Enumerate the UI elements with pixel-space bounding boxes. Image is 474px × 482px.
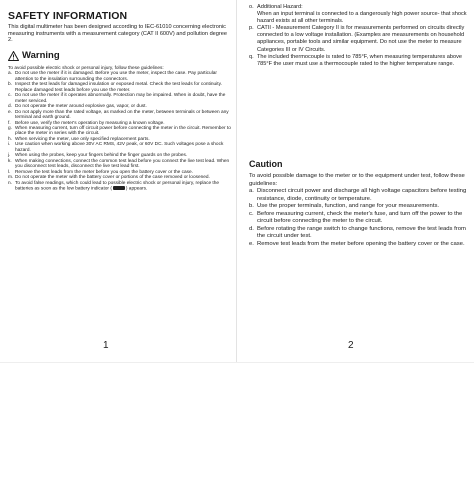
list-text-after: ) appears. xyxy=(125,186,148,192)
list-text: Remove the test leads from the meter before you open the battery cover or the case. xyxy=(15,169,193,175)
manual-page-1 xyxy=(0,0,237,362)
list-marker: e. xyxy=(249,240,254,247)
list-item xyxy=(8,142,232,153)
list-item xyxy=(249,188,471,203)
list-marker xyxy=(249,11,257,25)
sheet-bottom-edge xyxy=(0,362,474,363)
list-text: Do not use the meter if it is damaged. Before you use the meter, inspect the case. Pay particular attention to the insulation surrounding the connectors. xyxy=(15,71,217,82)
manual-page-2 xyxy=(237,0,474,362)
list-item xyxy=(8,181,232,192)
list-item xyxy=(8,71,232,82)
caution-list xyxy=(249,173,471,248)
list-text: Before measuring current, check the meter's fuse, and turn off the power to the circuit before connecting the meter to the circuit. xyxy=(257,210,463,224)
list-text: When servicing the meter, use only specified replacement parts. xyxy=(15,136,150,142)
list-marker: l. xyxy=(8,169,11,175)
list-text: Disconnect circuit power and discharge all high voltage capacitors before testing resistance, diode, continuity or temperature. xyxy=(257,188,467,202)
list-item xyxy=(8,110,232,121)
list-item xyxy=(249,226,471,241)
list-text: When making connections, connect the common test lead before you connect the live test lead. When you disconnect test leads, disconnect the live test lead first. xyxy=(15,158,230,170)
list-text xyxy=(15,181,232,192)
list-text: CATII - Measurement Category II is for measurements performed on circuits directly connected to a low voltage installation. (Examples are measurements on household appliances, portable tools and similar equipment. Do not use the meter to measure Categories III or IV Circuits. xyxy=(257,25,465,53)
list-item xyxy=(8,159,232,170)
list-text: When an input terminal is connected to a dangerously high power source- that shock hazard exists at all other terminals. xyxy=(257,11,467,25)
list-marker: o. xyxy=(249,4,254,10)
safety-information-title: SAFETY INFORMATION xyxy=(8,10,128,22)
page-number: 2 xyxy=(348,340,354,351)
page-number: 1 xyxy=(103,340,109,351)
list-marker: g. xyxy=(8,125,12,131)
list-marker: m. xyxy=(8,175,14,181)
list-item xyxy=(8,93,232,104)
warning-heading-text: Warning xyxy=(22,50,60,61)
battery-indicator-icon xyxy=(113,186,125,190)
list-marker: b. xyxy=(8,82,12,88)
list-item xyxy=(249,4,471,11)
warning-list xyxy=(8,66,232,192)
list-text: Before rotating the range switch to change functions, remove the test leads from the circuit under test. xyxy=(257,225,466,239)
list-text: Do not apply more than the rated voltage, as marked on the meter, between terminals or between any terminal and earth ground. xyxy=(15,109,229,121)
list-marker: a. xyxy=(8,71,12,77)
list-text: Do not use the meter if it operates abnormally. Protection may be impaired. When in doubt, have the meter serviced. xyxy=(15,93,226,104)
list-item xyxy=(249,54,471,68)
list-text: Inspect the test leads for damaged insulation or exposed metal. Check the test leads for continuity. Replace damaged test leads before you use the meter. xyxy=(15,82,222,93)
list-item xyxy=(249,241,471,249)
caution-lead: To avoid possible damage to the meter or to the equipment under test, follow these guidelines: xyxy=(249,173,465,187)
list-marker: i. xyxy=(8,142,11,148)
list-text-before: To avoid false readings, which could lead to possible electric shock or personal injury, replace the batteries as soon as the low battery indicator ( xyxy=(15,180,220,192)
list-text: Use the proper terminals, function, and range for your measurements. xyxy=(257,203,440,209)
list-marker: f. xyxy=(8,120,11,126)
list-marker: j. xyxy=(8,153,11,159)
list-item xyxy=(249,211,471,226)
list-item xyxy=(8,126,232,137)
list-item xyxy=(8,82,232,93)
list-item xyxy=(249,11,471,25)
list-marker: p. xyxy=(249,25,254,32)
list-marker: e. xyxy=(8,109,12,115)
list-text: Do not operate the meter around explosive gas, vapor, or dust. xyxy=(15,104,147,110)
list-text: Remove test leads from the meter before opening the battery cover or the case. xyxy=(257,240,465,247)
caution-items xyxy=(249,188,471,248)
warning-heading xyxy=(8,50,60,61)
list-item xyxy=(249,203,471,211)
warning-lead: To avoid possible electric shock or personal injury, follow these guidelines: xyxy=(8,66,164,71)
list-marker: c. xyxy=(8,93,12,99)
list-text: Additional Hazard: xyxy=(257,4,303,10)
list-text: The included thermocouple is rated to 785°F, when measuring temperatures above 785°F the user must use a thermocouple rated to the higher temperature range. xyxy=(257,53,462,67)
list-marker: h. xyxy=(8,136,12,142)
list-marker: q. xyxy=(249,53,254,60)
list-text: Before use, verify the meter's operation by measuring a known voltage. xyxy=(15,120,165,126)
list-marker: d. xyxy=(8,104,12,110)
intro-paragraph: This digital multimeter has been designed according to IEC-61010 concerning electronic measuring instruments with a measurement category (CAT II 600V) and pollution degree 2. xyxy=(8,24,227,44)
list-marker: b. xyxy=(249,203,254,209)
warning-triangle-icon xyxy=(8,51,19,61)
list-marker: d. xyxy=(249,225,254,232)
list-text: Do not operate the meter with the battery cover or portions of the case removed or loosened. xyxy=(15,175,210,181)
warning-items xyxy=(8,71,232,180)
list-marker: a. xyxy=(249,188,254,194)
additional-hazard-list xyxy=(249,4,471,68)
list-item xyxy=(249,25,471,53)
list-marker: k. xyxy=(8,158,12,164)
list-text: When measuring current, turn off circuit power before connecting the meter in the circuit. Remember to place the meter in series with the circuit. xyxy=(15,125,231,137)
list-marker: n. xyxy=(8,180,12,186)
caution-heading: Caution xyxy=(249,159,283,169)
list-text: When using the probes, keep your fingers behind the finger guards on the probes. xyxy=(15,153,188,159)
list-text: Use caution when working above 30V AC RMS, 42V peak, or 60V DC. Such voltages pose a shock hazard. xyxy=(15,142,224,153)
list-marker: c. xyxy=(249,210,254,217)
